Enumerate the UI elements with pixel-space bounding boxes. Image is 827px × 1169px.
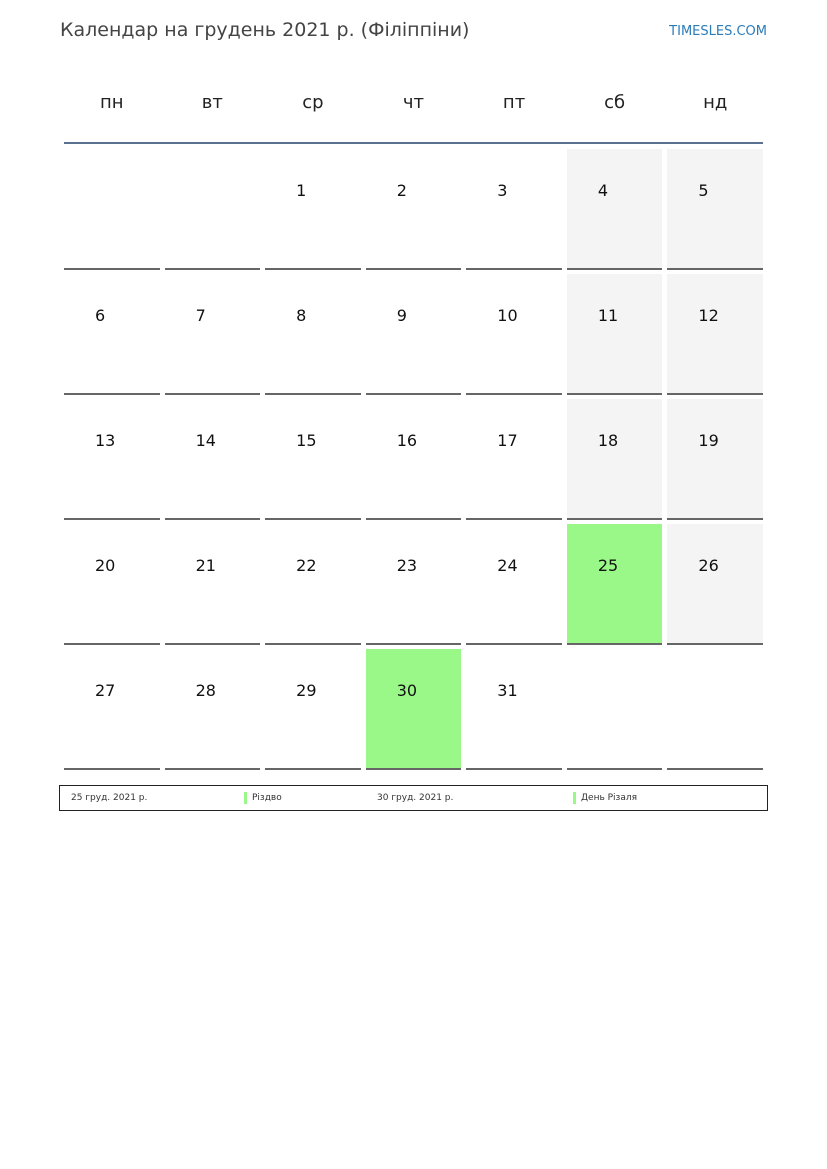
weekday-mon: пн <box>100 92 124 113</box>
day-cell <box>165 524 261 645</box>
day-number: 16 <box>396 431 418 450</box>
day-cell <box>64 524 160 645</box>
weekday-sat: сб <box>604 92 626 113</box>
empty-day-cell <box>64 149 160 270</box>
day-cell <box>64 399 160 520</box>
empty-day-cell <box>165 149 261 270</box>
day-number: 28 <box>195 681 216 700</box>
day-number: 23 <box>396 556 418 575</box>
day-cell <box>265 274 361 395</box>
weekday-tue: вт <box>201 92 223 113</box>
day-number: 20 <box>95 556 116 575</box>
day-number: 11 <box>597 306 619 325</box>
day-number: 7 <box>195 306 206 325</box>
day-cell <box>667 274 763 395</box>
legend-holiday-name: Різдво <box>252 793 282 803</box>
day-cell <box>64 274 160 395</box>
day-cell <box>265 649 361 770</box>
weekday-thu: чт <box>402 92 425 113</box>
day-number: 29 <box>296 681 317 700</box>
day-cell <box>667 399 763 520</box>
day-number: 13 <box>95 431 116 450</box>
day-number: 10 <box>497 306 518 325</box>
day-number: 6 <box>95 306 106 325</box>
weekday-wed: ср <box>302 92 324 113</box>
day-cell <box>265 399 361 520</box>
day-number: 15 <box>296 431 317 450</box>
legend-date: 30 груд. 2021 р. <box>377 793 454 803</box>
day-cell <box>165 649 261 770</box>
day-number: 17 <box>497 431 518 450</box>
day-number: 31 <box>497 681 518 700</box>
legend-date: 25 груд. 2021 р. <box>71 793 148 803</box>
day-cell <box>466 649 562 770</box>
day-number: 3 <box>497 181 508 200</box>
day-cell <box>64 649 160 770</box>
day-cell <box>366 399 462 520</box>
calendar-grid <box>64 149 763 770</box>
brand-link[interactable]: TIMESLES.COM <box>669 24 767 39</box>
day-number: 25 <box>597 556 619 575</box>
day-cell <box>466 524 562 645</box>
day-number: 4 <box>597 181 609 200</box>
holiday-legend <box>59 785 768 811</box>
day-number: 24 <box>497 556 518 575</box>
day-number: 8 <box>296 306 307 325</box>
day-cell <box>366 149 462 270</box>
day-cell <box>466 149 562 270</box>
day-cell <box>567 274 663 395</box>
day-cell <box>366 524 462 645</box>
day-number: 14 <box>195 431 216 450</box>
empty-day-cell <box>567 649 663 770</box>
day-number: 30 <box>396 681 418 700</box>
day-number: 2 <box>396 181 407 200</box>
day-number: 22 <box>296 556 317 575</box>
day-number: 27 <box>95 681 116 700</box>
day-number: 12 <box>698 306 719 325</box>
day-cell <box>165 399 261 520</box>
day-cell <box>567 524 663 645</box>
day-cell <box>567 149 663 270</box>
day-cell <box>667 524 763 645</box>
day-cell <box>667 149 763 270</box>
holiday-color-swatch <box>244 792 247 804</box>
weekday-header-row <box>64 92 763 116</box>
day-cell <box>265 149 361 270</box>
page-title: Календар на грудень 2021 р. (Філіппіни) <box>60 19 470 41</box>
day-cell <box>165 274 261 395</box>
holiday-color-swatch <box>573 792 576 804</box>
day-number: 5 <box>698 181 709 200</box>
day-cell <box>466 274 562 395</box>
day-number: 19 <box>698 431 719 450</box>
day-cell <box>466 399 562 520</box>
day-cell <box>366 649 462 770</box>
empty-day-cell <box>667 649 763 770</box>
day-cell <box>366 274 462 395</box>
day-number: 21 <box>195 556 216 575</box>
header-divider <box>64 142 763 144</box>
day-number: 26 <box>698 556 719 575</box>
day-cell <box>567 399 663 520</box>
weekday-sun: нд <box>703 92 728 113</box>
day-number: 9 <box>396 306 407 325</box>
day-cell <box>265 524 361 645</box>
legend-holiday-name: День Різаля <box>581 793 638 803</box>
weekday-fri: пт <box>502 92 526 113</box>
day-number: 1 <box>296 181 307 200</box>
day-number: 18 <box>597 431 619 450</box>
